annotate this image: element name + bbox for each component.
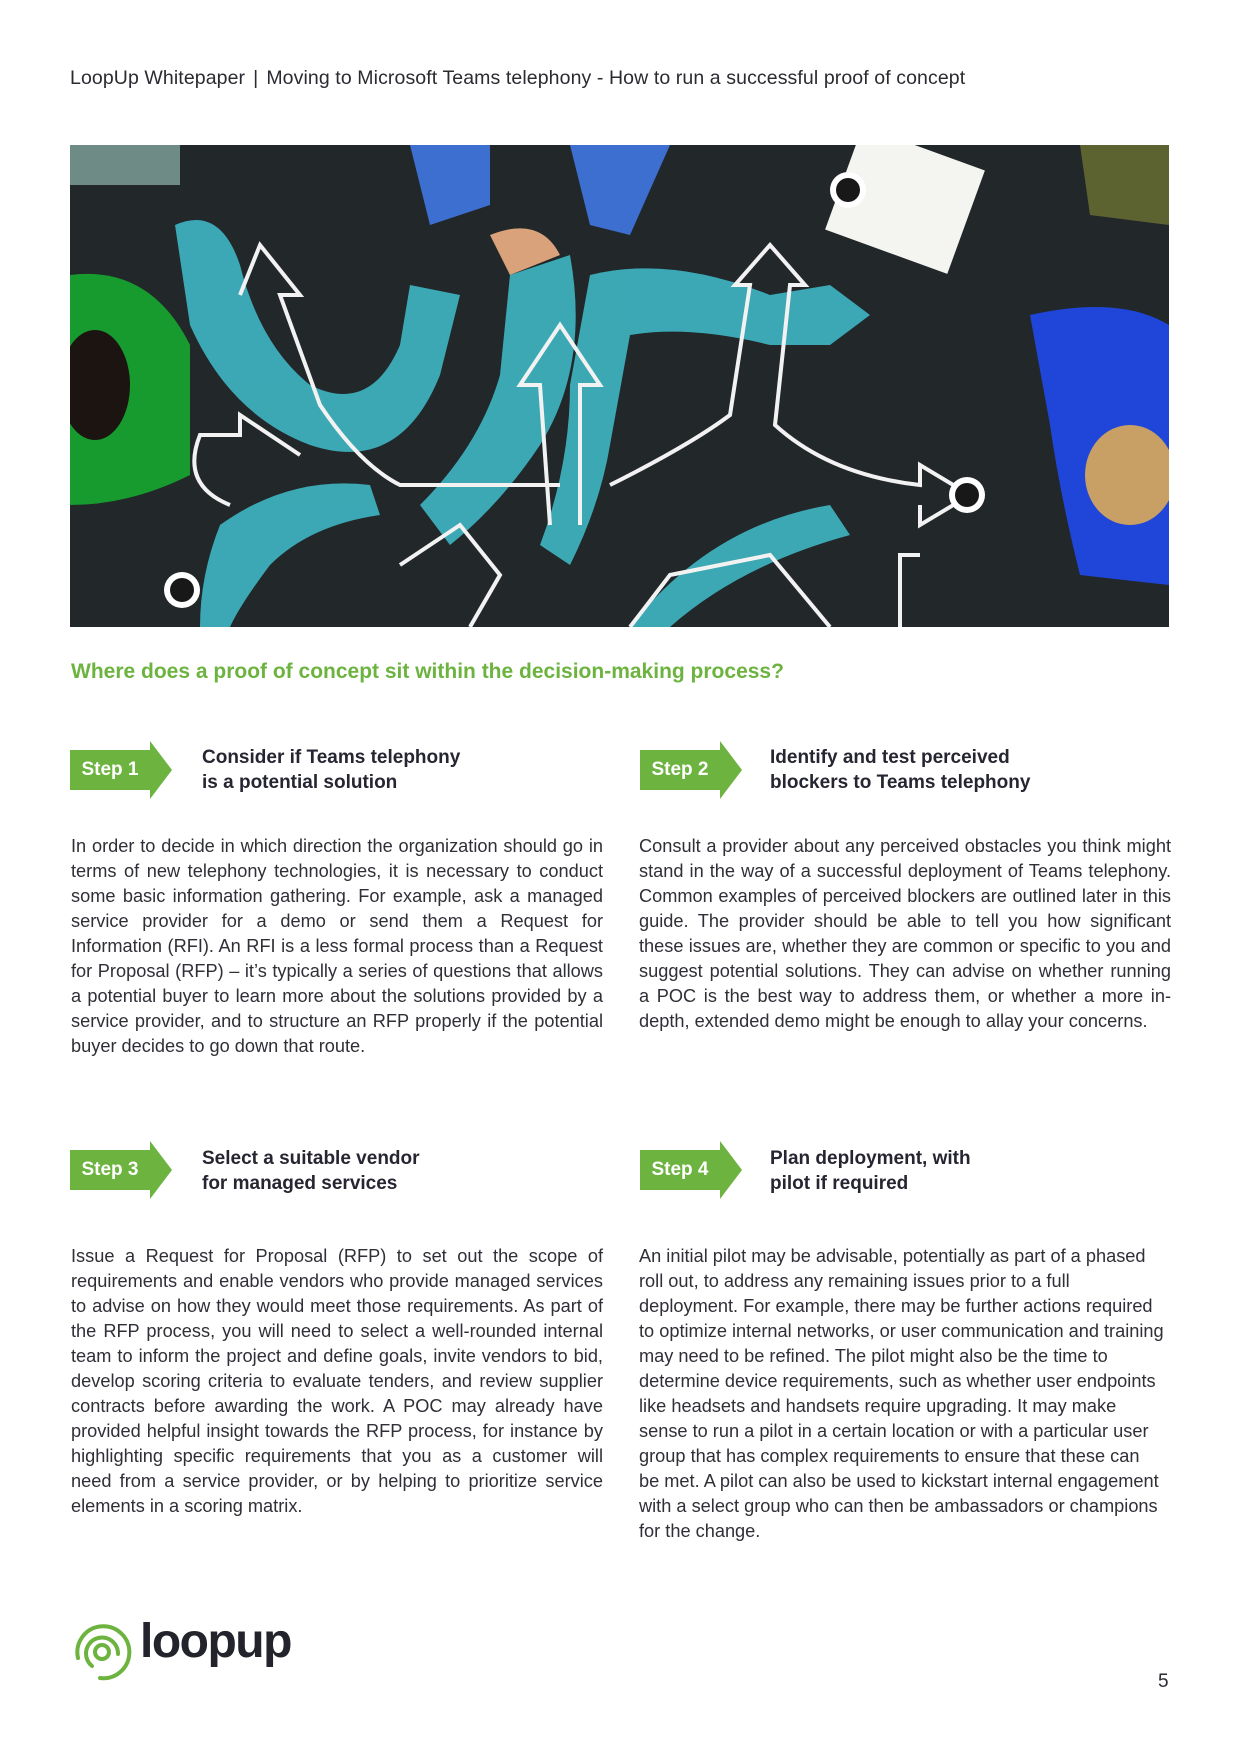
step-arrow-tip-icon bbox=[150, 1141, 172, 1199]
step-3-label: Step 3 bbox=[81, 1159, 139, 1180]
step-3-title bbox=[202, 1146, 542, 1196]
step-4-title-line2: pilot if required bbox=[770, 1173, 909, 1194]
step-2-body: Consult a provider about any perceived obstacles you think might stand in the way of a successful deployment of Teams telephony. Common examples of perceived blockers are outlined later in this guide. The provider should be able to tell you how significant these issues are, whether they are common or specific to you and suggest potential solutions. They can advise on whether running a POC is the best way to address them, or whether a more in-depth, extended demo might be enough to allay your concerns. bbox=[639, 836, 1171, 1031]
step-1-body: In order to decide in which direction the organization should go in terms of new telephony technologies, it is necessary to conduct some basic information gathering. For example, ask a managed service provider for a demo or send them a Request for Information (RFI). An RFI is a less formal process than a Request for Proposal (RFP) – it’s typically a series of questions that allows a potential buyer to learn more about the solutions provided by a service provider, and to structure an RFP properly if the potential buyer decides to go down that route. bbox=[71, 836, 603, 1056]
step-3-title-line2: for managed services bbox=[202, 1173, 398, 1194]
step-2-title bbox=[770, 745, 1110, 795]
step-1-title-line2: is a potential solution bbox=[202, 772, 398, 793]
page-number: 5 bbox=[1158, 1671, 1169, 1692]
running-header bbox=[70, 67, 965, 90]
step-3-title-line1: Select a suitable vendor bbox=[202, 1148, 420, 1169]
header-title: Moving to Microsoft Teams telephony - How to run a successful proof of concept bbox=[266, 67, 966, 89]
step-1-label: Step 1 bbox=[81, 759, 139, 780]
loopup-rings-icon bbox=[70, 1620, 134, 1684]
step-4-body: An initial pilot may be advisable, potentially as part of a phased roll out, to address any remaining issues prior to a full deployment. For example, there may be further actions required to optimize internal networks, or user communication and training may need to be refined. The pilot might also be the time to determine device requirements, such as whether user endpoints like headsets and handsets require upgrading. It may make sense to run a pilot in a certain location or with a particular user group that has complex requirements to ensure that these can be met. A pilot can also be used to kickstart internal engagement with a select group who can then be ambassadors or champions for the change. bbox=[639, 1246, 1164, 1541]
step-1-badge bbox=[70, 741, 174, 799]
step-3-badge bbox=[70, 1141, 174, 1199]
step-4-badge bbox=[640, 1141, 744, 1199]
step-4-label: Step 4 bbox=[651, 1159, 709, 1180]
step-arrow-tip-icon bbox=[720, 1141, 742, 1199]
step-1-title-line1: Consider if Teams telephony bbox=[202, 747, 461, 768]
step-2-title-line2: blockers to Teams telephony bbox=[770, 772, 1031, 793]
loopup-logo bbox=[70, 1615, 300, 1684]
step-2-badge bbox=[640, 741, 744, 799]
hero-image bbox=[70, 145, 1169, 627]
section-heading: Where does a proof of concept sit within the decision-making process? bbox=[71, 660, 784, 683]
step-4-title-line1: Plan deployment, with bbox=[770, 1148, 971, 1169]
step-1-title bbox=[202, 745, 542, 795]
step-2-title-line1: Identify and test perceived bbox=[770, 747, 1010, 768]
step-arrow-tip-icon bbox=[720, 741, 742, 799]
header-publication: LoopUp Whitepaper bbox=[70, 67, 246, 89]
step-arrow-tip-icon bbox=[150, 741, 172, 799]
logo-wordmark: loopup bbox=[140, 1615, 291, 1668]
step-2-label: Step 2 bbox=[651, 759, 709, 780]
header-separator: | bbox=[253, 67, 259, 89]
step-3-body: Issue a Request for Proposal (RFP) to set out the scope of requirements and enable vendors who provide managed services to advise on how they would meet those requirements. As part of the RFP process, you will need to select a well-rounded internal team to inform the project and define goals, invite vendors to bid, develop scoring criteria to evaluate tenders, and review supplier contracts before awarding the work. A POC may already have provided helpful insight towards the RFP process, for instance by highlighting specific requirements that you as a customer will need from a service provider, or by helping to prioritize service elements in a scoring matrix. bbox=[71, 1246, 603, 1516]
step-4-title bbox=[770, 1146, 1110, 1196]
photo-chalkboard-arrows-icon bbox=[70, 145, 1169, 627]
